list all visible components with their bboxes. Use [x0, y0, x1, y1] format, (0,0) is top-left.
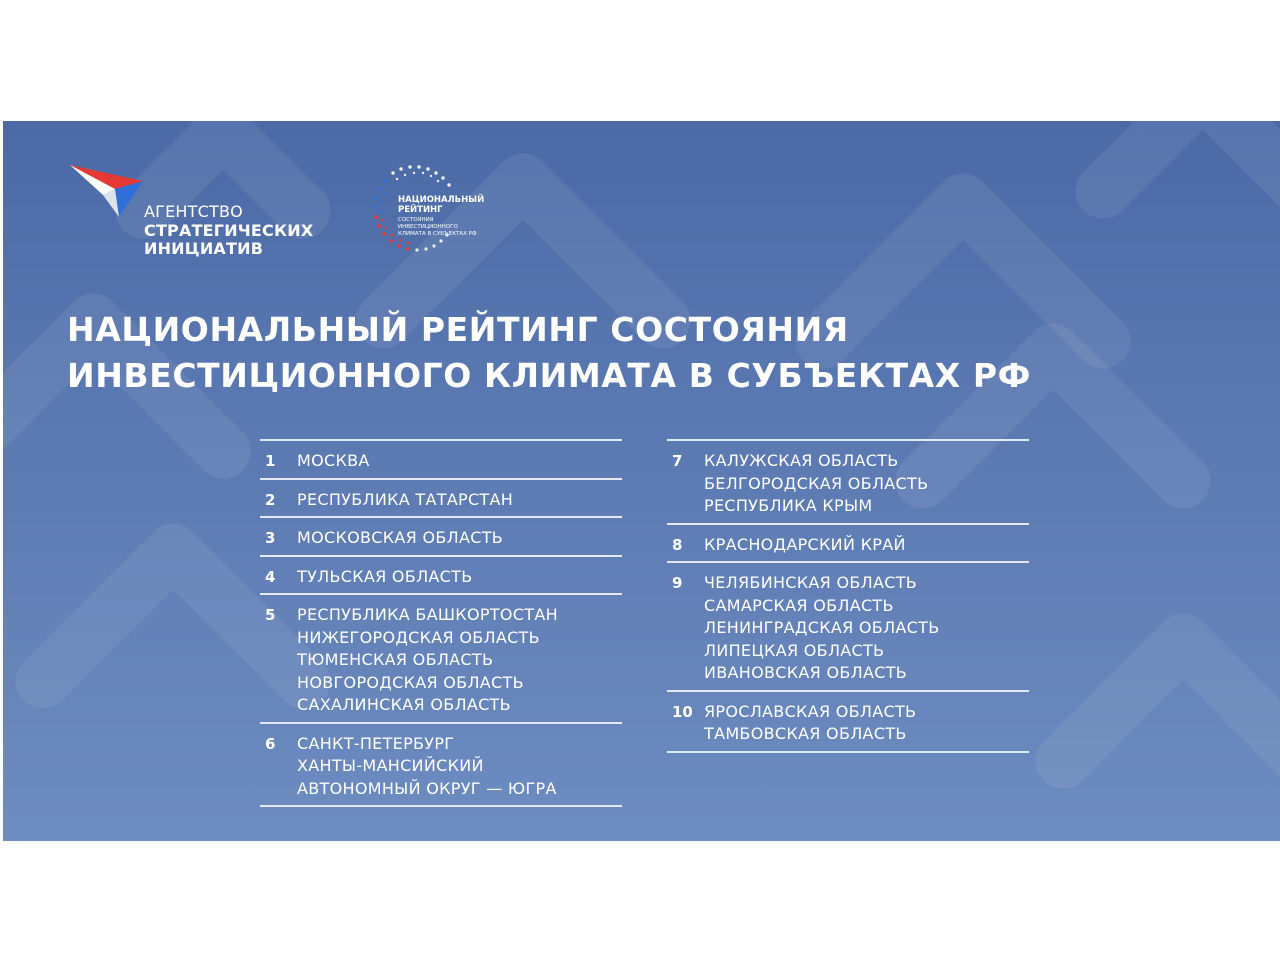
region-name: МОСКОВСКАЯ ОБЛАСТЬ	[297, 528, 504, 547]
region-name: ЯРОСЛАВСКАЯ ОБЛАСТЬ	[704, 701, 917, 721]
rank-number: 7	[672, 452, 683, 470]
rank-number: 1	[265, 452, 276, 470]
rating-logo-sub1: СОСТОЯНИЯ	[398, 217, 434, 223]
region-name: ИВАНОВСКАЯ ОБЛАСТЬ	[704, 663, 908, 682]
region-name: САМАРСКАЯ ОБЛАСТЬ	[704, 595, 894, 615]
region-name: АВТОНОМНЫЙ ОКРУГ — ЮГРА	[297, 778, 557, 798]
rating-logo-sub3: КЛИМАТА В СУБЪЕКТАХ РФ	[398, 231, 477, 237]
rank-number: 10	[672, 702, 693, 721]
region-list	[704, 450, 1029, 518]
page-title	[67, 307, 1031, 399]
ranking-row	[667, 561, 1029, 690]
region-name: САХАЛИНСКАЯ ОБЛАСТЬ	[297, 695, 511, 714]
ranking-row	[260, 516, 622, 555]
page-title-line2: ИНВЕСТИЦИОННОГО КЛИМАТА В СУБЪЕКТАХ РФ	[67, 356, 1032, 395]
region-list	[704, 534, 1029, 557]
asi-logo	[67, 159, 337, 269]
ranking-row	[667, 690, 1029, 753]
asi-logo-line2: СТРАТЕГИЧЕСКИХ	[144, 221, 314, 240]
region-list	[297, 604, 622, 717]
region-list	[704, 572, 1029, 685]
region-list	[297, 489, 622, 512]
region-name: МОСКВА	[297, 451, 370, 470]
region-name: БЕЛГОРОДСКАЯ ОБЛАСТЬ	[704, 473, 929, 493]
page-title-line1: НАЦИОНАЛЬНЫЙ РЕЙТИНГ СОСТОЯНИЯ	[67, 310, 849, 349]
ranking-row	[260, 593, 622, 722]
rank-number: 4	[265, 567, 276, 586]
region-name: ХАНТЫ-МАНСИЙСКИЙ	[297, 756, 484, 775]
rank-number: 2	[265, 490, 276, 509]
rank-number: 6	[265, 734, 276, 753]
region-list	[297, 566, 622, 589]
slide	[3, 121, 1280, 841]
asi-logo-line1: АГЕНТСТВО	[144, 202, 243, 221]
region-name: САНКТ-ПЕТЕРБУРГ	[297, 733, 455, 753]
ranking-row	[667, 439, 1029, 523]
region-name: НИЖЕГОРОДСКАЯ ОБЛАСТЬ	[297, 627, 540, 647]
asi-logo-line3: ИНИЦИАТИВ	[144, 239, 264, 258]
ranking-row	[260, 555, 622, 594]
region-name: ЛЕНИНГРАДСКАЯ ОБЛАСТЬ	[704, 618, 940, 637]
rank-number: 5	[265, 606, 276, 624]
region-name: ТУЛЬСКАЯ ОБЛАСТЬ	[297, 566, 473, 586]
region-name: ЧЕЛЯБИНСКАЯ ОБЛАСТЬ	[704, 573, 918, 592]
ranking-row	[260, 478, 622, 517]
region-name: НОВГОРОДСКАЯ ОБЛАСТЬ	[297, 672, 524, 692]
rank-number: 8	[672, 535, 683, 554]
rating-logo-bold2: РЕЙТИНГ	[398, 205, 443, 215]
rank-number: 9	[672, 574, 683, 592]
region-name: ТЮМЕНСКАЯ ОБЛАСТЬ	[297, 650, 494, 669]
ranking-row	[667, 523, 1029, 562]
region-name: КРАСНОДАРСКИЙ КРАЙ	[704, 534, 906, 554]
region-list	[297, 450, 622, 473]
region-name: РЕСПУБЛИКА КРЫМ	[704, 496, 873, 515]
ranking-row	[260, 439, 622, 478]
rating-logo	[367, 161, 527, 281]
region-name: РЕСПУБЛИКА БАШКОРТОСТАН	[297, 605, 558, 624]
region-name: РЕСПУБЛИКА ТАТАРСТАН	[297, 489, 514, 509]
region-name: КАЛУЖСКАЯ ОБЛАСТЬ	[704, 451, 899, 470]
rank-number: 3	[265, 529, 276, 547]
region-list	[297, 527, 622, 550]
rating-logo-bold1: НАЦИОНАЛЬНЫЙ	[398, 195, 485, 205]
region-name: ЛИПЕЦКАЯ ОБЛАСТЬ	[704, 640, 885, 660]
ranking-column-right	[667, 439, 1029, 753]
region-list	[297, 733, 622, 801]
ranking-column-left	[260, 439, 622, 807]
region-list	[704, 701, 1029, 746]
asi-logo-icon	[67, 159, 147, 219]
region-name: ТАМБОВСКАЯ ОБЛАСТЬ	[704, 724, 907, 743]
rating-logo-sub2: ИНВЕСТИЦИОННОГО	[398, 224, 458, 230]
ranking-row	[260, 722, 622, 808]
